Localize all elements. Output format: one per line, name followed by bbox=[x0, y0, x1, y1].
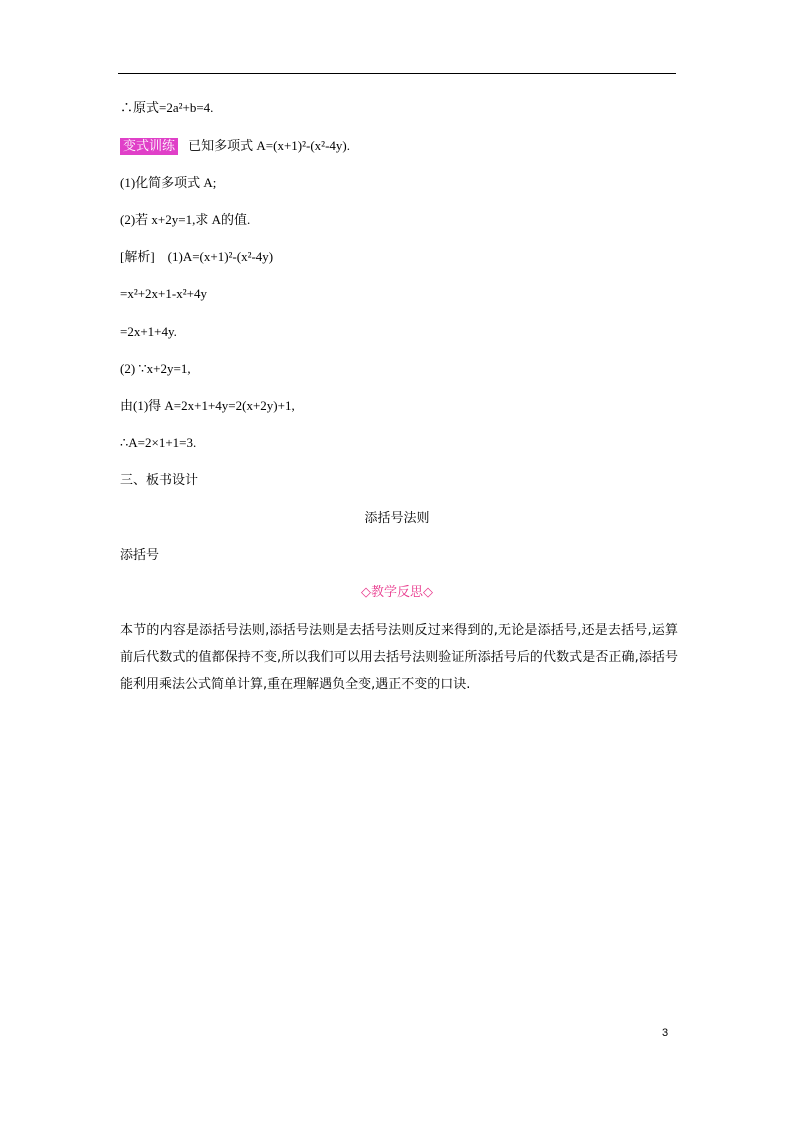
solution-step-2: =x²+2x+1-x²+4y bbox=[120, 286, 207, 301]
solution-step-6: ∴A=2×1+1=3. bbox=[120, 435, 197, 450]
variant-training-tag: 变式训练 bbox=[120, 138, 178, 155]
solution-step-3: =2x+1+4y. bbox=[120, 324, 177, 339]
question-1: (1)化简多项式 A; bbox=[120, 175, 217, 190]
board-item: 添括号 bbox=[120, 548, 160, 563]
reflection-title: ◇教学反思◇ bbox=[361, 585, 433, 600]
solution-step-5: 由(1)得 A=2x+1+4y=2(x+2y)+1, bbox=[120, 398, 295, 413]
page-number: 3 bbox=[662, 1027, 669, 1039]
conclusion-line: ∴原式=2a²+b=4. bbox=[120, 100, 214, 115]
reflection-paragraph: 本节的内容是添括号法则,添括号法则是去括号法则反过来得到的,无论是添括号,还是去括号,运算前后代数式的值都保持不变,所以我们可以用去括号法则验证所添括号后的代数式是否正确,添括号能利用乘法公式简单计算,重在理解遇负全变,遇正不变的口诀. bbox=[120, 623, 678, 692]
question-2: (2)若 x+2y=1,求 A的值. bbox=[120, 212, 251, 227]
board-title: 添括号法则 bbox=[364, 511, 430, 526]
exercise-prompt bbox=[120, 137, 350, 156]
solution-step-4: (2) ∵x+2y=1, bbox=[120, 361, 191, 376]
exercise-statement: 已知多项式 A=(x+1)²-(x²-4y). bbox=[188, 138, 350, 153]
header-rule bbox=[118, 73, 676, 74]
solution-step-1: [解析] (1)A=(x+1)²-(x²-4y) bbox=[120, 249, 274, 264]
section-heading-board-design: 三、板书设计 bbox=[120, 473, 199, 488]
